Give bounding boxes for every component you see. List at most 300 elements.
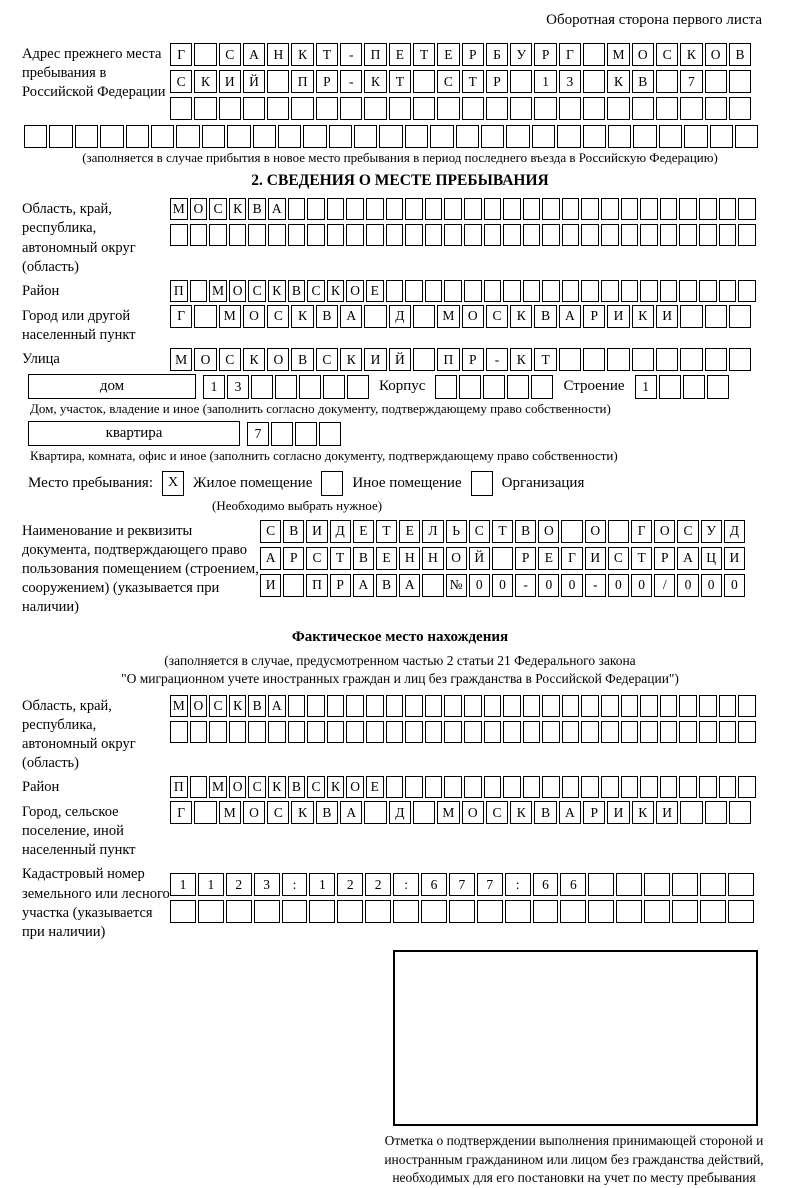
form-cell <box>422 574 443 597</box>
form-cell <box>719 198 737 220</box>
form-cell <box>413 97 435 120</box>
form-cell: Е <box>538 547 559 570</box>
form-cell: 6 <box>533 873 559 896</box>
form-cell: 1 <box>198 873 224 896</box>
form-cell <box>503 224 521 246</box>
form-cell: К <box>510 801 532 824</box>
form-cell <box>484 695 502 717</box>
form-cell: С <box>170 70 192 93</box>
form-cell: К <box>229 198 247 220</box>
form-cell: : <box>505 873 531 896</box>
form-cell: К <box>243 348 265 371</box>
form-cell: 6 <box>421 873 447 896</box>
form-cell <box>507 375 529 399</box>
option-organization-label: Организация <box>501 474 585 491</box>
form-cell: : <box>393 873 419 896</box>
form-cell: А <box>559 801 581 824</box>
form-cell: К <box>510 348 532 371</box>
form-cell <box>583 43 605 66</box>
region-block <box>22 198 778 277</box>
street-label: Улица <box>22 351 60 367</box>
form-cell: М <box>209 280 227 302</box>
form-cell <box>198 900 224 923</box>
form-cell <box>672 900 698 923</box>
form-cell: - <box>486 348 508 371</box>
form-cell <box>542 198 560 220</box>
form-cell: М <box>437 305 459 328</box>
form-cell: Д <box>330 520 351 543</box>
form-cell <box>616 900 642 923</box>
form-cell <box>705 305 727 328</box>
form-cell <box>229 224 247 246</box>
form-cell: 2 <box>337 873 363 896</box>
form-cell <box>190 721 208 743</box>
form-cell: 0 <box>469 574 490 597</box>
form-cell: И <box>607 801 629 824</box>
form-cell <box>684 125 707 148</box>
region-row-2 <box>170 224 778 246</box>
form-cell <box>176 125 199 148</box>
actual-location-note-line1: (заполняется в случае, предусмотренном частью 2 статьи 21 Федерального закона <box>164 653 636 669</box>
form-cell <box>425 280 443 302</box>
form-cell <box>456 125 479 148</box>
stroenie-label: Строение <box>563 378 625 394</box>
form-cell <box>307 721 325 743</box>
form-cell: В <box>316 305 338 328</box>
form-cell: Д <box>389 801 411 824</box>
form-cell <box>621 721 639 743</box>
form-cell <box>719 776 737 798</box>
form-cell: Е <box>366 776 384 798</box>
form-cell: Н <box>422 547 443 570</box>
form-cell: Р <box>316 70 338 93</box>
form-cell <box>462 97 484 120</box>
form-cell: А <box>340 801 362 824</box>
form-cell: В <box>534 801 556 824</box>
form-cell <box>660 776 678 798</box>
form-cell <box>386 776 404 798</box>
form-cell <box>738 280 756 302</box>
form-cell: И <box>724 547 745 570</box>
form-cell <box>248 721 266 743</box>
form-cell <box>583 70 605 93</box>
form-cell: К <box>194 70 216 93</box>
form-cell: Е <box>399 520 420 543</box>
form-cell <box>581 776 599 798</box>
form-cell: Р <box>534 43 556 66</box>
form-cell: А <box>268 198 286 220</box>
form-cell <box>346 721 364 743</box>
form-cell <box>660 721 678 743</box>
form-cell: Т <box>462 70 484 93</box>
form-cell: В <box>534 305 556 328</box>
form-cell <box>347 375 369 399</box>
form-cell: Г <box>561 547 582 570</box>
form-cell <box>729 348 751 371</box>
form-cell <box>710 125 733 148</box>
form-cell <box>679 280 697 302</box>
form-cell: О <box>243 801 265 824</box>
form-cell <box>309 900 335 923</box>
form-cell: Т <box>413 43 435 66</box>
prev-address-row-3 <box>170 97 778 120</box>
form-cell: В <box>248 695 266 717</box>
form-cell: К <box>268 776 286 798</box>
form-cell: 7 <box>449 873 475 896</box>
form-cell: Р <box>462 348 484 371</box>
form-cell: М <box>209 776 227 798</box>
form-cell <box>660 198 678 220</box>
form-cell: К <box>607 70 629 93</box>
form-cell: С <box>608 547 629 570</box>
form-cell <box>583 348 605 371</box>
form-cell <box>366 198 384 220</box>
form-cell <box>24 125 47 148</box>
page-header: Оборотная сторона первого листа <box>546 12 762 28</box>
form-cell: В <box>316 801 338 824</box>
form-cell <box>533 900 559 923</box>
form-cell: О <box>229 776 247 798</box>
form-cell <box>267 97 289 120</box>
stay-type-label: Место пребывания: <box>28 474 153 491</box>
form-cell: Р <box>583 305 605 328</box>
form-cell: С <box>656 43 678 66</box>
form-cell <box>151 125 174 148</box>
form-cell: А <box>353 574 374 597</box>
form-cell: И <box>656 801 678 824</box>
form-cell <box>562 695 580 717</box>
form-cell <box>243 97 265 120</box>
form-cell <box>75 125 98 148</box>
form-cell: В <box>288 776 306 798</box>
option-other-premises-label: Иное помещение <box>352 474 462 491</box>
form-cell: Г <box>170 43 192 66</box>
form-cell <box>621 776 639 798</box>
form-cell <box>405 198 423 220</box>
form-cell <box>679 721 697 743</box>
form-cell: Л <box>422 520 443 543</box>
document-row-3 <box>260 574 778 597</box>
prev-address-row-2 <box>170 70 778 93</box>
form-cell: О <box>346 776 364 798</box>
form-cell <box>393 900 419 923</box>
form-cell <box>608 125 631 148</box>
form-cell: М <box>170 695 188 717</box>
form-cell <box>632 97 654 120</box>
form-cell <box>405 721 423 743</box>
form-cell <box>299 375 321 399</box>
form-cell <box>510 97 532 120</box>
prev-address-row-4 <box>24 125 778 148</box>
form-cell <box>705 97 727 120</box>
form-cell <box>699 198 717 220</box>
form-cell <box>346 695 364 717</box>
form-cell <box>288 198 306 220</box>
form-cell: Е <box>353 520 374 543</box>
form-cell <box>464 280 482 302</box>
form-cell <box>729 305 751 328</box>
form-cell: 7 <box>247 422 269 446</box>
form-cell: О <box>229 280 247 302</box>
form-cell <box>735 125 758 148</box>
form-cell <box>194 801 216 824</box>
form-cell: О <box>446 547 467 570</box>
form-cell <box>601 776 619 798</box>
form-cell <box>464 776 482 798</box>
form-cell <box>386 721 404 743</box>
form-cell: Б <box>486 43 508 66</box>
form-cell <box>327 721 345 743</box>
form-cell <box>562 721 580 743</box>
form-cell: С <box>248 776 266 798</box>
form-cell: М <box>170 198 188 220</box>
form-cell: Н <box>399 547 420 570</box>
form-cell <box>288 224 306 246</box>
form-cell: Ц <box>701 547 722 570</box>
form-cell: О <box>243 305 265 328</box>
form-cell <box>632 348 654 371</box>
form-cell: И <box>219 70 241 93</box>
form-cell <box>421 900 447 923</box>
actual-location-note-line2: "О миграционном учете иностранных граждан и лиц без гражданства в Российской Федерации") <box>121 671 679 687</box>
form-cell: 1 <box>170 873 196 896</box>
form-cell <box>283 574 304 597</box>
form-cell <box>659 125 682 148</box>
form-cell <box>327 695 345 717</box>
form-cell <box>295 422 317 446</box>
house-note: Дом, участок, владение и иное (заполнить согласно документу, подтверждающему право собственности) <box>30 401 611 416</box>
form-cell <box>679 695 697 717</box>
form-cell: К <box>327 280 345 302</box>
region-label: Область, край, республика, автономный округ (область) <box>22 201 136 275</box>
form-cell <box>386 695 404 717</box>
form-cell <box>288 695 306 717</box>
form-cell <box>640 695 658 717</box>
form-cell: А <box>268 695 286 717</box>
form-cell <box>542 776 560 798</box>
form-cell <box>413 801 435 824</box>
form-cell <box>366 721 384 743</box>
form-cell: О <box>705 43 727 66</box>
checkbox-other-premises <box>321 471 343 496</box>
form-cell <box>542 224 560 246</box>
document-row-1 <box>260 520 778 543</box>
form-cell: 0 <box>701 574 722 597</box>
form-cell <box>209 224 227 246</box>
city2-block <box>22 801 778 860</box>
form-cell: М <box>219 801 241 824</box>
form-cell <box>170 97 192 120</box>
form-cell <box>340 97 362 120</box>
form-cell: С <box>486 801 508 824</box>
form-cell <box>327 198 345 220</box>
korpus-label: Корпус <box>379 378 426 394</box>
form-cell <box>542 721 560 743</box>
house-number-cells <box>203 375 369 399</box>
form-cell: Т <box>631 547 652 570</box>
form-cell <box>683 375 705 399</box>
form-cell <box>278 125 301 148</box>
form-cell <box>267 70 289 93</box>
form-cell <box>583 125 606 148</box>
confirmation-stamp-note: Отметка о подтверждении выполнения принимающей стороной и иностранным гражданином или лицом без гражданства действий, необходимых для его постановки на учет по месту пребывания <box>384 1132 764 1186</box>
form-cell <box>227 125 250 148</box>
form-cell <box>503 198 521 220</box>
form-cell: : <box>282 873 308 896</box>
form-cell <box>307 224 325 246</box>
form-cell: Р <box>515 547 536 570</box>
form-cell <box>405 776 423 798</box>
form-cell <box>561 520 582 543</box>
city-label: Город или другой населенный пункт <box>22 307 136 343</box>
form-cell <box>506 125 529 148</box>
form-cell <box>523 224 541 246</box>
form-cell: В <box>248 198 266 220</box>
form-cell <box>170 900 196 923</box>
form-cell: К <box>229 695 247 717</box>
option-residential-label: Жилое помещение <box>193 474 313 491</box>
form-cell: Р <box>283 547 304 570</box>
form-cell <box>644 873 670 896</box>
form-cell: 6 <box>560 873 586 896</box>
form-cell: С <box>486 305 508 328</box>
form-cell <box>275 375 297 399</box>
stroenie-cells <box>635 375 729 399</box>
form-cell: К <box>510 305 532 328</box>
form-cell: С <box>677 520 698 543</box>
form-cell: К <box>291 801 313 824</box>
form-cell <box>464 198 482 220</box>
form-cell: О <box>462 801 484 824</box>
form-cell: И <box>260 574 281 597</box>
form-cell <box>444 280 462 302</box>
form-cell <box>254 900 280 923</box>
prev-address-row-1 <box>170 43 778 66</box>
form-cell <box>366 224 384 246</box>
form-cell <box>248 224 266 246</box>
form-cell: У <box>701 520 722 543</box>
form-cell <box>405 695 423 717</box>
form-cell: - <box>515 574 536 597</box>
form-cell <box>209 721 227 743</box>
form-cell <box>607 97 629 120</box>
form-cell <box>435 375 457 399</box>
form-cell: 2 <box>365 873 391 896</box>
form-cell <box>738 198 756 220</box>
city2-label: Город, сельское поселение, иной населенный пункт <box>22 804 136 859</box>
form-cell <box>621 198 639 220</box>
form-cell: Е <box>366 280 384 302</box>
form-cell: 3 <box>559 70 581 93</box>
form-cell <box>633 125 656 148</box>
form-cell <box>510 70 532 93</box>
form-cell <box>523 280 541 302</box>
form-cell: Т <box>389 70 411 93</box>
form-cell: П <box>364 43 386 66</box>
form-cell <box>327 224 345 246</box>
form-cell <box>253 125 276 148</box>
form-cell <box>588 873 614 896</box>
form-cell: В <box>291 348 313 371</box>
form-cell <box>379 125 402 148</box>
form-cell <box>484 776 502 798</box>
form-cell: К <box>268 280 286 302</box>
form-cell: Н <box>267 43 289 66</box>
form-cell: П <box>291 70 313 93</box>
region2-label: Область, край, республика, автономный округ (область) <box>22 697 136 771</box>
form-cell: А <box>559 305 581 328</box>
district2-row <box>170 776 778 798</box>
form-cell: С <box>260 520 281 543</box>
form-cell <box>503 776 521 798</box>
form-cell: Д <box>389 305 411 328</box>
apartment-box: квартира <box>28 421 240 446</box>
form-cell <box>680 801 702 824</box>
form-cell <box>425 198 443 220</box>
form-cell: Ь <box>446 520 467 543</box>
form-cell: 1 <box>534 70 556 93</box>
form-cell <box>699 224 717 246</box>
form-cell <box>738 776 756 798</box>
form-cell <box>291 97 313 120</box>
form-cell <box>484 198 502 220</box>
form-cell <box>303 125 326 148</box>
form-cell <box>656 70 678 93</box>
form-cell <box>640 198 658 220</box>
cadastral-row-2 <box>170 900 778 923</box>
form-cell <box>354 125 377 148</box>
form-cell: М <box>219 305 241 328</box>
form-cell <box>559 97 581 120</box>
form-cell: Р <box>462 43 484 66</box>
form-cell <box>386 198 404 220</box>
form-cell <box>268 224 286 246</box>
form-cell: М <box>437 801 459 824</box>
form-cell <box>288 721 306 743</box>
form-cell: К <box>632 305 654 328</box>
form-cell: Е <box>376 547 397 570</box>
form-cell <box>405 224 423 246</box>
cadastral-label: Кадастровый номер земельного или лесного участка (указывается при наличии) <box>22 866 170 940</box>
form-cell <box>679 776 697 798</box>
document-label: Наименование и реквизиты документа, подтверждающего право пользования помещением (строением, сооружением) (указывается при наличии) <box>22 522 259 615</box>
document-row-2 <box>260 547 778 570</box>
form-cell: И <box>656 305 678 328</box>
checkbox-organization <box>471 471 493 496</box>
form-cell: П <box>306 574 327 597</box>
form-cell <box>202 125 225 148</box>
korpus-cells <box>435 375 553 399</box>
form-cell: 1 <box>635 375 657 399</box>
form-cell <box>503 721 521 743</box>
form-cell: С <box>437 70 459 93</box>
city-block <box>22 305 778 345</box>
form-cell <box>190 280 208 302</box>
form-cell: С <box>248 280 266 302</box>
form-cell <box>738 695 756 717</box>
form-cell <box>194 43 216 66</box>
form-cell <box>364 305 386 328</box>
form-cell: О <box>654 520 675 543</box>
form-cell <box>559 348 581 371</box>
form-cell <box>323 375 345 399</box>
form-cell: Т <box>492 520 513 543</box>
form-cell <box>601 280 619 302</box>
form-cell <box>707 375 729 399</box>
form-cell: Й <box>389 348 411 371</box>
form-cell <box>532 125 555 148</box>
form-cell <box>365 900 391 923</box>
